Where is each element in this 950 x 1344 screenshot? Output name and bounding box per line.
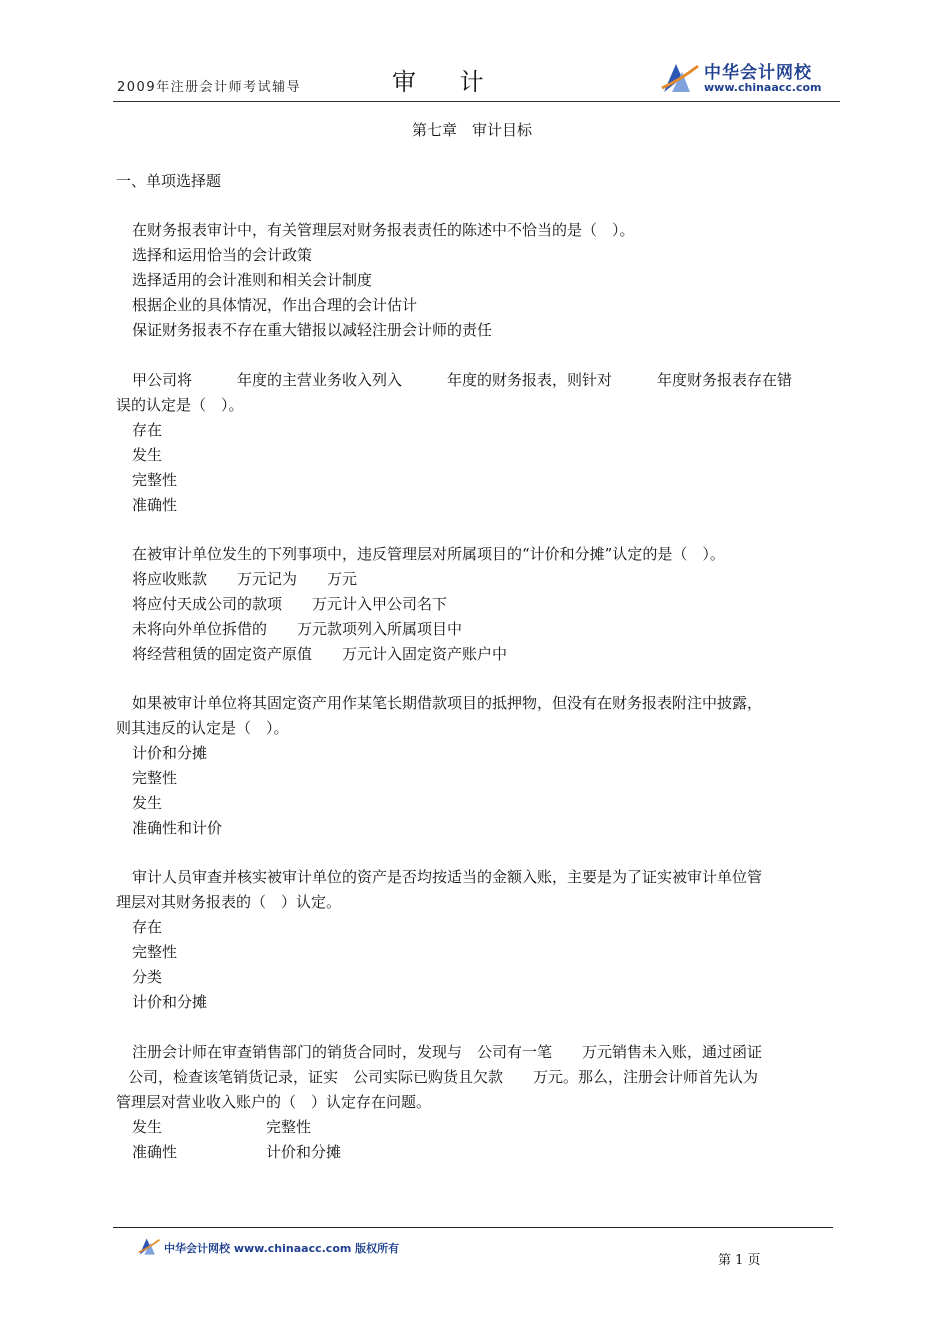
footer-logo bbox=[136, 1235, 436, 1259]
question-2-stem-line-1: 甲公司将 年度的主营业务收入列入 年度的财务报表，则针对 年度财务报表存在错 bbox=[132, 371, 793, 389]
footer-rule bbox=[113, 1227, 833, 1228]
question-5-stem-line-1: 审计人员审查并核实被审计单位的资产是否均按适当的金额入账，主要是为了证实被审计单位管 bbox=[132, 868, 763, 886]
question-4-option-b: 完整性 bbox=[132, 769, 178, 787]
question-5-option-a: 存在 bbox=[132, 918, 163, 936]
question-4-option-c: 发生 bbox=[132, 794, 163, 812]
question-3-option-a: 将应收账款 万元记为 万元 bbox=[132, 570, 358, 588]
question-3-option-d: 将经营租赁的固定资产原值 万元计入固定资产账户中 bbox=[132, 645, 508, 663]
question-6-option-c: 准确性 bbox=[132, 1143, 178, 1161]
question-1-stem: 在财务报表审计中，有关管理层对财务报表责任的陈述中不恰当的是（ ）。 bbox=[132, 221, 635, 239]
question-5-option-b: 完整性 bbox=[132, 943, 178, 961]
question-1-option-b: 选择适用的会计准则和相关会计制度 bbox=[132, 271, 373, 289]
header-exam-title: 2009年注册会计师考试辅导 bbox=[117, 80, 302, 95]
question-6-option-d: 计价和分摊 bbox=[266, 1143, 342, 1161]
question-6-option-a: 发生 bbox=[132, 1118, 163, 1136]
question-6-stem-line-3: 管理层对营业收入账户的（ ）认定存在问题。 bbox=[116, 1093, 432, 1111]
question-2-stem-line-2: 误的认定是（ ）。 bbox=[116, 396, 244, 414]
question-3-option-c: 未将向外单位拆借的 万元款项列入所属项目中 bbox=[132, 620, 463, 638]
question-5-option-c: 分类 bbox=[132, 968, 163, 986]
question-5-stem-line-2: 理层对其财务报表的（ ）认定。 bbox=[116, 893, 342, 911]
question-6-option-b: 完整性 bbox=[266, 1118, 312, 1136]
question-2-option-d: 准确性 bbox=[132, 496, 178, 514]
question-3-option-b: 将应付天成公司的款项 万元计入甲公司名下 bbox=[132, 595, 448, 613]
question-6-stem-line-2: 公司，检查该笔销货记录，证实 公司实际已购货且欠款 万元。那么，注册会计师首先认为 bbox=[128, 1068, 759, 1086]
question-3-stem: 在被审计单位发生的下列事项中，违反管理层对所属项目的“计价和分摊”认定的是（ ）。 bbox=[132, 545, 725, 563]
question-1-option-c: 根据企业的具体情况，作出合理的会计估计 bbox=[132, 296, 418, 314]
chapter-title: 第七章 审计目标 bbox=[412, 121, 533, 139]
footer-copyright: 中华会计网校 www.chinaacc.com 版权所有 bbox=[164, 1242, 400, 1255]
logo-name: 中华会计网校 bbox=[704, 63, 812, 83]
header-rule bbox=[113, 101, 840, 102]
question-4-option-d: 准确性和计价 bbox=[132, 819, 223, 837]
chinaacc-footer-logo-icon bbox=[136, 1235, 162, 1257]
question-4-option-a: 计价和分摊 bbox=[132, 744, 208, 762]
section-title: 一、单项选择题 bbox=[116, 172, 222, 190]
header-logo bbox=[660, 58, 840, 98]
page-number: 第 1 页 bbox=[718, 1253, 761, 1268]
question-6-stem-line-1: 注册会计师在审查销售部门的销货合同时，发现与 公司有一笔 万元销售未入账，通过函证 bbox=[132, 1043, 763, 1061]
chinaacc-logo-icon bbox=[660, 58, 700, 96]
logo-url: www.chinaacc.com bbox=[704, 81, 822, 94]
question-2-option-a: 存在 bbox=[132, 421, 163, 439]
question-4-stem-line-2: 则其违反的认定是（ ）。 bbox=[116, 719, 289, 737]
question-2-option-c: 完整性 bbox=[132, 471, 178, 489]
header-subject-title: 审 计 bbox=[392, 68, 502, 96]
question-5-option-d: 计价和分摊 bbox=[132, 993, 208, 1011]
question-1-option-a: 选择和运用恰当的会计政策 bbox=[132, 246, 313, 264]
question-2-option-b: 发生 bbox=[132, 446, 163, 464]
question-1-option-d: 保证财务报表不存在重大错报以减轻注册会计师的责任 bbox=[132, 321, 493, 339]
question-4-stem-line-1: 如果被审计单位将其固定资产用作某笔长期借款项目的抵押物，但没有在财务报表附注中披露， bbox=[132, 694, 763, 712]
